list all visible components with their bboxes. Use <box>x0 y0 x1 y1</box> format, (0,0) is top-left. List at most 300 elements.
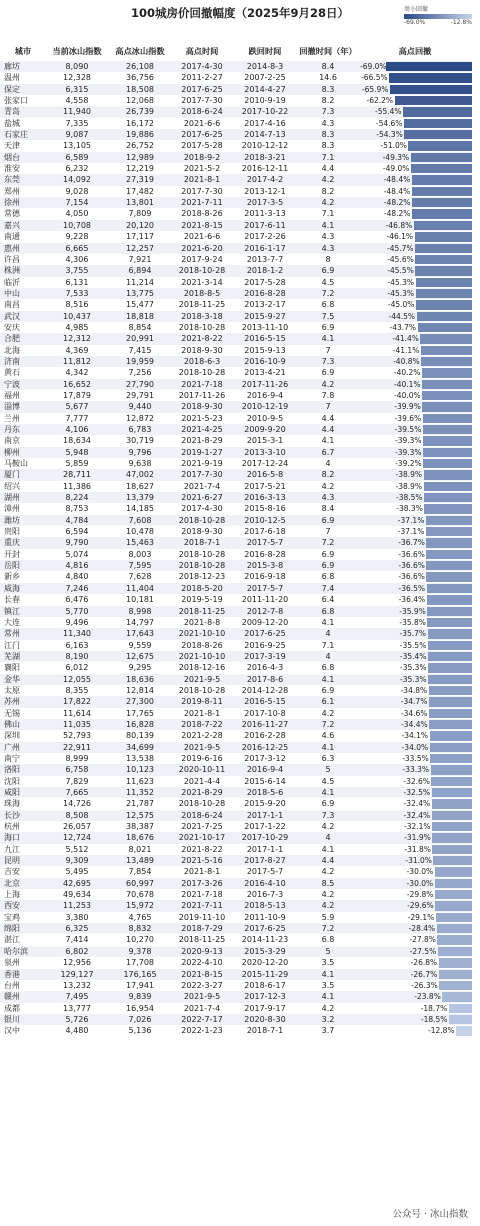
cell-drawdown-years: 4.5 <box>321 776 335 786</box>
cell-drawdown-years: 8.4 <box>321 504 335 514</box>
table-row <box>0 367 472 378</box>
cell-fallback-date: 2018-5-6 <box>232 787 298 798</box>
cell-drawdown-years: 4.1 <box>298 969 358 980</box>
cell-drawdown-years: 8.3 <box>298 84 358 95</box>
table-row <box>0 106 472 117</box>
table-row <box>0 674 472 685</box>
drawdown-bar <box>427 584 473 593</box>
cell-fallback-date: 2017-3-19 <box>232 651 298 662</box>
cell-peak-index: 7,854 <box>128 867 152 877</box>
drawdown-bar <box>431 777 472 786</box>
table-row <box>0 821 472 832</box>
table-row <box>0 583 472 594</box>
drawdown-label: -29.6% <box>407 901 434 911</box>
cell-peak-index: 8,832 <box>108 923 172 934</box>
cell-peak-index: 12,872 <box>126 413 154 423</box>
drawdown-label: -34.6% <box>400 708 428 718</box>
drawdown-bar <box>428 629 473 638</box>
cell-fallback-date: 2017-3-5 <box>232 197 298 208</box>
cell-peak-drawdown <box>358 174 472 185</box>
cell-current-index: 8,999 <box>65 753 89 763</box>
cell-fallback-date: 2017-10-22 <box>232 106 298 117</box>
cell-peak-drawdown <box>358 764 472 775</box>
cell-peak-index: 18,636 <box>108 674 172 685</box>
cell-peak-drawdown <box>358 390 472 401</box>
cell-current-index: 5,074 <box>65 549 89 559</box>
cell-peak-drawdown <box>358 333 472 344</box>
cell-drawdown-years: 4.2 <box>321 890 335 900</box>
drawdown-label: -28.4% <box>408 924 436 934</box>
table-row <box>0 220 472 231</box>
cell-current-index: 7,665 <box>46 787 108 798</box>
cell-peak-drawdown <box>358 401 472 412</box>
cell-peak-drawdown <box>358 277 472 288</box>
drawdown-label: -38.5% <box>396 493 423 503</box>
drawdown-label: -65.9% <box>361 84 389 94</box>
drawdown-label: -40.8% <box>393 356 420 366</box>
drawdown-bar <box>422 380 472 389</box>
cell-city: 赣州 <box>0 991 46 1002</box>
cell-current-index: 4,816 <box>46 560 108 571</box>
drawdown-bar <box>411 153 472 162</box>
cell-city: 济南 <box>0 356 46 367</box>
cell-city: 广州 <box>0 742 46 753</box>
cell-peak-index: 12,257 <box>108 243 172 254</box>
cell-current-index: 11,340 <box>46 628 108 639</box>
cell-peak-date: 2021-8-1 <box>172 174 232 185</box>
cell-drawdown-years: 8.3 <box>321 141 335 151</box>
cell-drawdown-years: 4.1 <box>321 617 335 627</box>
cell-peak-drawdown <box>358 696 472 707</box>
table-row <box>0 537 472 548</box>
cell-peak-index: 70,678 <box>126 890 154 900</box>
table-row <box>0 72 472 83</box>
cell-drawdown-years: 8.3 <box>298 129 358 140</box>
drawdown-label: -18.5% <box>420 1014 448 1024</box>
drawdown-label: -31.8% <box>404 844 431 854</box>
cell-fallback-date: 2016-4-3 <box>246 663 284 673</box>
cell-peak-index: 17,117 <box>126 232 154 242</box>
cell-peak-drawdown <box>358 742 472 753</box>
cell-fallback-date: 2016-1-17 <box>232 243 298 254</box>
cell-peak-date: 2018-12-23 <box>178 572 226 582</box>
cell-current-index: 5,677 <box>46 401 108 412</box>
cell-city: 岳阳 <box>0 560 46 571</box>
cell-drawdown-years: 7.3 <box>298 810 358 821</box>
cell-drawdown-years: 7 <box>325 345 331 355</box>
cell-peak-date: 2021-9-5 <box>172 991 232 1002</box>
cell-peak-date: 2019-6-16 <box>181 753 223 763</box>
table-row <box>0 549 472 560</box>
cell-peak-drawdown <box>358 356 472 367</box>
cell-peak-drawdown <box>358 1003 472 1014</box>
table-row <box>0 798 472 809</box>
cell-drawdown-years: 7 <box>298 401 358 412</box>
cell-fallback-date: 2016-11-27 <box>232 719 298 730</box>
cell-fallback-date: 2016-2-28 <box>244 731 286 741</box>
cell-current-index: 6,163 <box>65 640 89 650</box>
cell-peak-date: 2018-6-24 <box>172 106 232 117</box>
cell-drawdown-years: 4.2 <box>298 197 358 208</box>
drawdown-bar <box>395 96 473 105</box>
table-row <box>0 1025 472 1036</box>
cell-drawdown-years: 4.3 <box>321 232 335 242</box>
cell-current-index: 13,232 <box>63 980 91 990</box>
cell-peak-drawdown <box>358 923 472 934</box>
cell-peak-date: 2011-2-27 <box>181 73 223 83</box>
drawdown-label: -34.4% <box>401 719 428 729</box>
cell-fallback-date: 2015-9-20 <box>244 799 286 809</box>
drawdown-label: -39.5% <box>394 425 422 434</box>
cell-peak-drawdown <box>358 84 472 95</box>
cell-current-index: 7,495 <box>46 991 108 1002</box>
drawdown-label: -48.2% <box>383 198 411 208</box>
cell-peak-drawdown <box>358 220 472 231</box>
cell-fallback-date: 2015-6-14 <box>244 776 286 786</box>
drawdown-label: -35.9% <box>399 606 426 616</box>
drawdown-label: -40.2% <box>393 368 421 378</box>
cell-drawdown-years: 4.2 <box>321 1003 335 1013</box>
cell-drawdown-years: 4.2 <box>321 481 335 491</box>
cell-peak-index: 16,172 <box>126 118 154 128</box>
cell-peak-date: 2022-1-23 <box>181 1026 223 1036</box>
table-row <box>0 413 472 424</box>
drawdown-label: -32.4% <box>403 810 431 820</box>
cell-current-index: 5,512 <box>65 844 89 854</box>
cell-fallback-date: 2010-12-5 <box>232 515 298 526</box>
table-row <box>0 435 472 446</box>
cell-peak-drawdown <box>358 957 472 968</box>
table-row <box>0 277 472 288</box>
drawdown-bar <box>426 527 472 536</box>
drawdown-bar <box>449 1004 472 1013</box>
cell-peak-date: 2021-10-10 <box>172 651 232 662</box>
cell-peak-drawdown <box>358 118 472 129</box>
cell-peak-date: 2018-9-30 <box>172 401 232 412</box>
cell-fallback-date: 2010-12-12 <box>241 141 289 151</box>
cell-fallback-date: 2010-9-19 <box>244 96 286 106</box>
table-row <box>0 424 472 435</box>
drawdown-bar <box>427 607 472 616</box>
drawdown-bar <box>412 209 472 218</box>
cell-city: 石家庄 <box>0 129 46 140</box>
cell-current-index: 9,228 <box>65 232 89 242</box>
table-row <box>0 95 472 106</box>
drawdown-bar <box>411 164 472 173</box>
cell-fallback-date: 2017-6-18 <box>244 527 286 537</box>
cell-peak-date: 2021-4-4 <box>183 776 221 786</box>
cell-fallback-date: 2015-3-1 <box>246 436 284 446</box>
table-row <box>0 265 472 276</box>
cell-drawdown-years: 5 <box>298 764 358 775</box>
table-row <box>0 1014 472 1025</box>
cell-fallback-date: 2017-5-7 <box>232 583 298 594</box>
cell-city: 襄阳 <box>4 663 20 673</box>
cell-current-index: 6,315 <box>46 84 108 95</box>
cell-peak-drawdown <box>358 537 472 548</box>
cell-peak-index: 7,608 <box>108 515 172 526</box>
cell-peak-index: 6,783 <box>108 424 172 435</box>
cell-city: 东莞 <box>0 174 46 185</box>
cell-peak-index: 12,814 <box>126 685 154 695</box>
cell-current-index: 11,253 <box>46 900 108 911</box>
drawdown-bar <box>390 85 472 94</box>
drawdown-label: -45.0% <box>387 300 415 310</box>
cell-city: 九江 <box>4 844 20 854</box>
drawdown-label: -27.8% <box>409 935 436 945</box>
drawdown-label: -32.1% <box>404 822 431 832</box>
cell-peak-date: 2017-6-25 <box>172 129 232 140</box>
cell-drawdown-years: 6.9 <box>321 549 335 559</box>
drawdown-bar <box>422 391 472 400</box>
cell-peak-date: 2021-3-14 <box>181 277 223 287</box>
drawdown-bar <box>426 538 472 547</box>
cell-peak-index: 8,998 <box>108 606 172 617</box>
cell-peak-index: 16,954 <box>126 1003 154 1013</box>
cell-peak-drawdown <box>358 503 472 514</box>
cell-fallback-date: 2015-3-29 <box>232 946 298 957</box>
cell-current-index: 4,106 <box>46 424 108 435</box>
cell-peak-date: 2019-8-11 <box>172 696 232 707</box>
cell-current-index: 4,840 <box>65 572 89 582</box>
cell-peak-drawdown <box>358 311 472 322</box>
cell-drawdown-years: 5 <box>298 946 358 957</box>
cell-current-index: 8,190 <box>46 651 108 662</box>
cell-peak-date: 2021-7-4 <box>183 1003 221 1013</box>
cell-current-index: 7,414 <box>65 935 89 945</box>
cell-drawdown-years: 6.4 <box>321 595 335 605</box>
table-row <box>0 208 472 219</box>
cell-peak-date: 2018-7-29 <box>172 923 232 934</box>
cell-peak-date: 2022-3-27 <box>181 980 223 990</box>
drawdown-bar <box>428 663 472 672</box>
cell-current-index: 7,829 <box>65 776 89 786</box>
cell-peak-date: 2021-4-25 <box>172 424 232 435</box>
cell-fallback-date: 2017-4-2 <box>232 174 298 185</box>
drawdown-bar <box>430 743 472 752</box>
cell-fallback-date: 2017-8-6 <box>232 674 298 685</box>
cell-drawdown-years: 7.8 <box>321 390 335 400</box>
cell-current-index: 13,777 <box>63 1003 91 1013</box>
cell-city: 烟台 <box>0 152 46 163</box>
cell-city: 珠海 <box>4 799 20 809</box>
cell-current-index: 5,770 <box>46 606 108 617</box>
cell-city: 大连 <box>4 617 20 627</box>
drawdown-label: -23.8% <box>414 992 441 1002</box>
cell-peak-date: 2017-7-30 <box>181 96 223 106</box>
cell-peak-drawdown <box>358 606 472 617</box>
cell-peak-index: 47,002 <box>108 469 172 480</box>
table-row <box>0 197 472 208</box>
cell-drawdown-years: 4.4 <box>298 424 358 435</box>
cell-city: 深圳 <box>4 731 20 741</box>
cell-fallback-date: 2017-10-29 <box>232 832 298 843</box>
cell-drawdown-years: 6.7 <box>298 447 358 458</box>
table-row <box>0 447 472 458</box>
cell-peak-date: 2017-7-30 <box>181 186 223 196</box>
cell-peak-index: 12,675 <box>108 651 172 662</box>
drawdown-bar <box>416 278 473 287</box>
cell-peak-drawdown <box>358 855 472 866</box>
page-title: 100城房价回撤幅度（2025年9月28日） <box>130 6 349 20</box>
drawdown-label: -37.1% <box>397 515 425 525</box>
table-row <box>0 764 472 775</box>
drawdown-label: -44.5% <box>388 311 416 321</box>
cell-peak-drawdown <box>358 379 472 390</box>
drawdown-label: -32.6% <box>403 776 430 786</box>
cell-city: 成都 <box>4 1003 20 1013</box>
cell-peak-index: 17,941 <box>126 980 154 990</box>
drawdown-bar <box>439 970 472 979</box>
drawdown-bar <box>428 652 472 661</box>
cell-peak-index: 5,136 <box>128 1026 152 1036</box>
cell-city: 芜湖 <box>0 651 46 662</box>
cell-peak-index: 11,214 <box>126 277 154 287</box>
cell-fallback-date: 2016-9-4 <box>232 764 298 775</box>
cell-peak-index: 8,003 <box>128 549 152 559</box>
cell-peak-date: 2017-7-30 <box>172 469 232 480</box>
cell-fallback-date: 2009-9-20 <box>232 424 298 435</box>
drawdown-bar <box>429 709 472 718</box>
cell-peak-index: 8,854 <box>128 322 152 332</box>
cell-drawdown-years: 3.7 <box>321 1026 335 1036</box>
cell-current-index: 28,711 <box>46 469 108 480</box>
cell-peak-date: 2018-11-25 <box>178 300 226 310</box>
cell-drawdown-years: 7.3 <box>298 356 358 367</box>
cell-drawdown-years: 4.4 <box>321 164 335 174</box>
cell-peak-date: 2021-9-19 <box>181 459 223 469</box>
cell-fallback-date: 2010-9-5 <box>246 413 284 423</box>
cell-peak-index: 9,559 <box>128 640 152 650</box>
cell-fallback-date: 2014-8-3 <box>232 61 298 72</box>
cell-peak-drawdown <box>358 708 472 719</box>
cell-drawdown-years: 7.1 <box>321 209 335 219</box>
cell-fallback-date: 2013-4-21 <box>244 368 286 378</box>
cell-peak-date: 2017-3-26 <box>172 878 232 889</box>
cell-peak-index: 20,991 <box>108 333 172 344</box>
drawdown-label: -26.7% <box>410 969 438 979</box>
cell-drawdown-years: 6.8 <box>321 663 335 673</box>
drawdown-bar <box>412 187 472 196</box>
cell-fallback-date: 2016-10-9 <box>232 356 298 367</box>
cell-drawdown-years: 14.6 <box>319 73 337 83</box>
table-row <box>0 594 472 605</box>
cell-peak-date: 2018-6-3 <box>172 356 232 367</box>
cell-peak-drawdown <box>358 617 472 628</box>
cell-peak-date: 2020-10-11 <box>172 764 232 775</box>
drawdown-label: -49.3% <box>382 152 410 162</box>
cell-drawdown-years: 4.1 <box>321 436 335 446</box>
cell-city: 株洲 <box>0 265 46 276</box>
cell-fallback-date: 2016-9-25 <box>244 640 286 650</box>
table-row <box>0 243 472 254</box>
drawdown-label: -45.3% <box>387 277 415 287</box>
cell-city: 威海 <box>0 583 46 594</box>
cell-peak-date: 2021-9-5 <box>172 742 232 753</box>
cell-fallback-date: 2016-8-28 <box>232 288 298 299</box>
table-row <box>0 163 472 174</box>
cell-peak-drawdown <box>358 129 472 140</box>
drawdown-bar <box>429 697 472 706</box>
table-row <box>0 140 472 151</box>
cell-peak-drawdown <box>358 798 472 809</box>
cell-peak-date: 2018-3-18 <box>172 311 232 322</box>
cell-city: 常德 <box>4 209 20 219</box>
cell-peak-drawdown <box>358 912 472 923</box>
drawdown-bar <box>415 244 472 253</box>
cell-fallback-date: 2018-5-13 <box>232 900 298 911</box>
cell-city: 长春 <box>4 595 20 605</box>
cell-peak-index: 12,219 <box>126 164 154 174</box>
cell-fallback-date: 2017-2-26 <box>244 232 286 242</box>
table-row <box>0 84 472 95</box>
cell-city: 南京 <box>4 436 20 446</box>
cell-city: 惠州 <box>0 243 46 254</box>
table-row <box>0 401 472 412</box>
cell-peak-drawdown <box>358 674 472 685</box>
cell-peak-index: 26,752 <box>126 141 154 151</box>
drawdown-label: -55.4% <box>375 107 402 117</box>
drawdown-bar <box>433 856 472 865</box>
drawdown-label: -66.5% <box>361 73 388 83</box>
cell-peak-index: 27,300 <box>108 696 172 707</box>
cell-fallback-date: 2016-12-11 <box>241 164 289 174</box>
cell-peak-drawdown <box>358 265 472 276</box>
drawdown-bar <box>415 255 472 264</box>
cell-fallback-date: 2020-8-30 <box>232 1014 298 1025</box>
drawdown-label: -33.3% <box>402 765 430 775</box>
cell-peak-date: 2021-8-15 <box>172 969 232 980</box>
cell-drawdown-years: 7.1 <box>298 152 358 163</box>
drawdown-label: -35.4% <box>399 651 427 661</box>
legend-min-label: -69.0% <box>404 19 426 26</box>
cell-peak-date: 2018-5-20 <box>172 583 232 594</box>
cell-drawdown-years: 4 <box>325 459 331 469</box>
table-row <box>0 912 472 923</box>
cell-drawdown-years: 4 <box>298 651 358 662</box>
drawdown-label: -12.8% <box>428 1026 455 1036</box>
cell-fallback-date: 2020-12-20 <box>241 958 289 968</box>
cell-drawdown-years: 3.5 <box>321 980 335 990</box>
drawdown-bar <box>423 448 472 457</box>
drawdown-label: -49.0% <box>382 164 410 174</box>
cell-fallback-date: 2011-10-9 <box>244 912 286 922</box>
drawdown-label: -29.1% <box>407 912 435 922</box>
cell-peak-index: 13,801 <box>108 197 172 208</box>
header-current-index: 当前冰山指数 <box>52 46 102 56</box>
cell-peak-drawdown <box>358 492 472 503</box>
cell-peak-index: 10,270 <box>126 935 154 945</box>
cell-drawdown-years: 6.8 <box>321 935 335 945</box>
cell-current-index: 3,380 <box>65 912 89 922</box>
cell-peak-index: 26,108 <box>108 61 172 72</box>
drawdown-label: -39.9% <box>394 402 421 412</box>
drawdown-bar <box>426 572 472 581</box>
cell-peak-index: 27,319 <box>108 174 172 185</box>
table-row <box>0 889 472 900</box>
cell-peak-drawdown <box>358 946 472 957</box>
cell-drawdown-years: 4.1 <box>298 742 358 753</box>
cell-current-index: 17,822 <box>46 696 108 707</box>
cell-peak-index: 19,886 <box>108 129 172 140</box>
drawdown-bar <box>428 675 472 684</box>
cell-drawdown-years: 6.9 <box>321 685 335 695</box>
cell-peak-date: 2021-6-6 <box>183 232 221 242</box>
cell-peak-index: 18,818 <box>108 311 172 322</box>
cell-peak-date: 2021-8-8 <box>183 617 221 627</box>
drawdown-label: -27.5% <box>409 946 437 956</box>
cell-peak-date: 2021-7-4 <box>183 481 221 491</box>
